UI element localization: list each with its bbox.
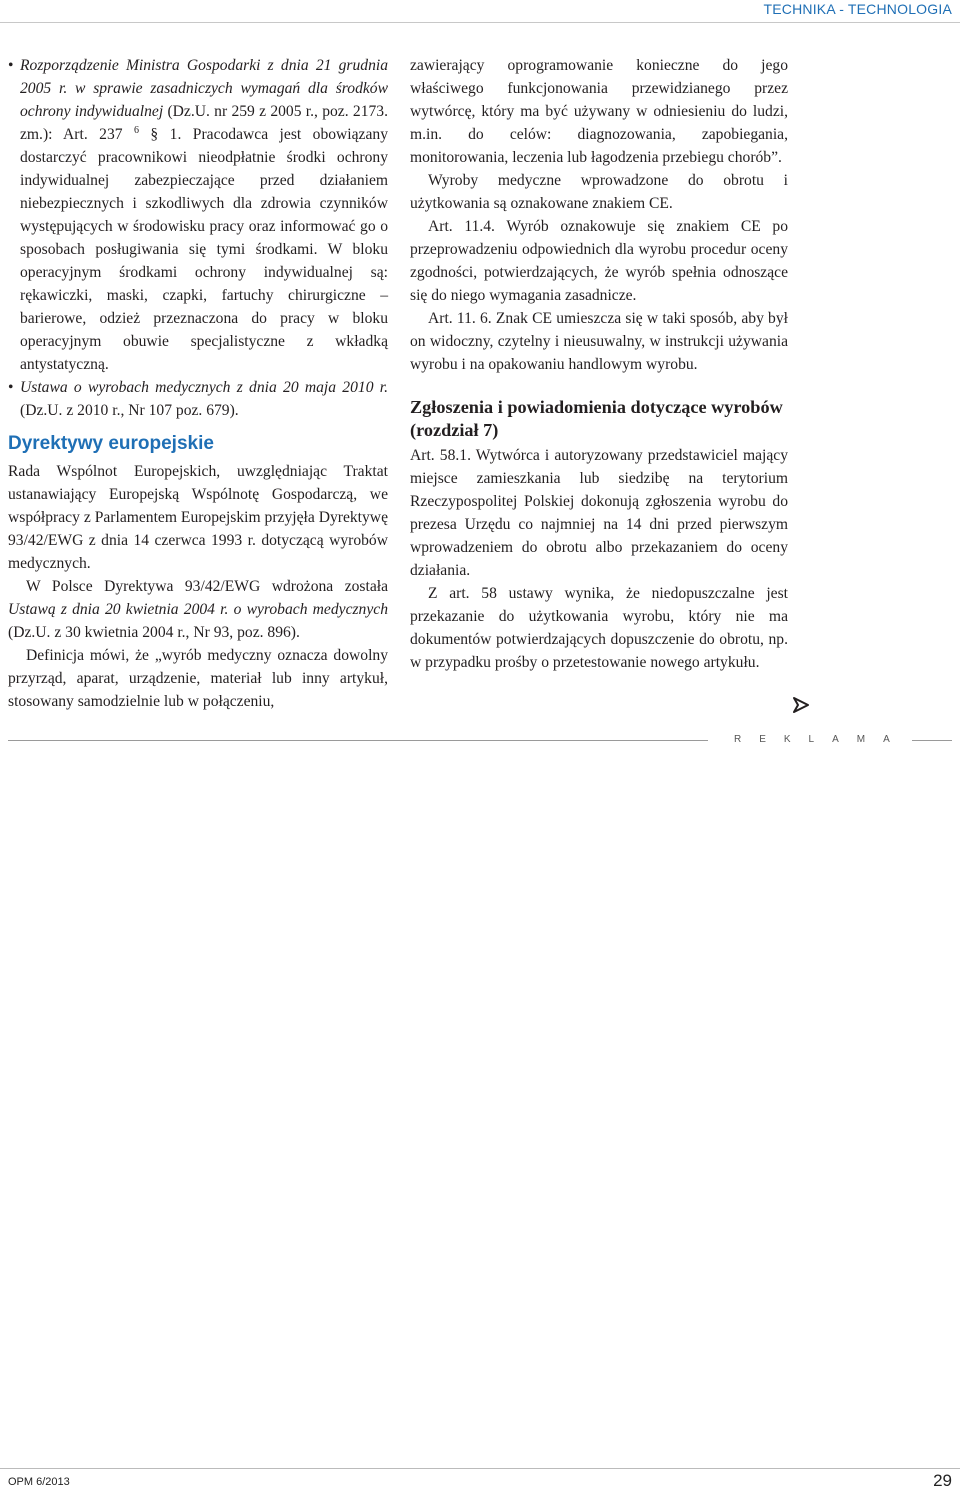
article-superscript: 6 xyxy=(134,124,139,136)
section-heading-notifications: Zgłoszenia i powiadomienia dotyczące wyrobów (rozdział 7) xyxy=(410,397,783,440)
act-reference: (Dz.U. z 30 kwietnia 2004 r., Nr 93, poz. 896). xyxy=(8,624,300,641)
paragraph: Z art. 58 ustawy wynika, że niedopuszczalne jest przekazanie do użytkowania wyrobu, który nie ma dokumentów potwierdzających dopuszczenie do obrotu, np. w przypadku prośby o przetestowanie nowego artykułu. xyxy=(410,585,788,671)
act-reference: (Dz.U. nr 259 z 2005 r., poz. 2173. zm.): Art. 237 xyxy=(20,103,388,143)
reklama-divider-left xyxy=(8,740,708,741)
list-item xyxy=(8,54,388,376)
paragraph: zawierający oprogramowanie konieczne do jego właściwego funkcjonowania przewidzianego przez wytwórcę, który ma być używany w odniesieniu do ludzi, m.in. do celów: diagnozowania, zapobiegania, monitorowania, leczenia lub łagodzenia przebiegu chorób”. xyxy=(410,57,788,166)
paragraph: Rada Wspólnot Europejskich, uwzględniając Traktat ustanawiający Europejską Wspólnotę Gospodarczą, we współpracy z Parlamentem Europejskim przyjęła Dyrektywę 93/42/EWG z dnia 14 czerwca 1993 r. dotyczącą wyrobów medycznych. xyxy=(8,463,388,572)
paragraph: Definicja mówi, że „wyrób medyczny oznacza dowolny przyrząd, aparat, urządzenie, materiał lub inny artykuł, stosowany samodzielnie lub w połączeniu, xyxy=(8,647,388,710)
page-number: 29 xyxy=(933,1471,952,1490)
issue-label: OPM 6/2013 xyxy=(8,1476,70,1488)
right-column xyxy=(410,54,788,674)
footer-divider xyxy=(0,1468,960,1469)
list-item xyxy=(8,376,388,422)
act-body: § 1. Pracodawca jest obowiązany dostarczyć pracownikowi nieodpłatnie środki ochrony indywidualnej zabezpieczające przed działaniem niebezpiecznych i szkodliwych dla zdrowia czynników występujących w środowisku pracy oraz informować go o sposobach posługiwania się tymi środkami. W bloku operacyjnym środkami ochrony indywidualnej są: rękawiczki, maski, czapki, fartuchy chirurgiczne – barierowe, odzież przeznaczona do pracy w bloku operacyjnym obuwie specjalistyczne z wkładką antystatyczną. xyxy=(20,126,388,373)
act-title: Rozporządzenie Ministra Gospodarki z dnia 21 grudnia 2005 r. w sprawie zasadniczych wymagań dla środków ochrony indywidualnej xyxy=(20,57,388,120)
arrow-right-icon xyxy=(792,696,810,714)
paragraph-text: W Polsce Dyrektywa 93/42/EWG wdrożona została xyxy=(26,578,388,595)
act-reference: (Dz.U. z 2010 r., Nr 107 poz. 679). xyxy=(20,402,239,419)
paragraph: Art. 11. 6. Znak CE umieszcza się w taki sposób, aby był on widoczny, czytelny i nieusuwalny, w instrukcji używania wyrobu i na opakowaniu handlowym wyrobu. xyxy=(410,310,788,373)
legal-acts-list xyxy=(8,54,388,422)
paragraph xyxy=(8,575,388,644)
section-heading-directives: Dyrektywy europejskie xyxy=(8,433,214,454)
paragraph: Art. 11.4. Wyrób oznakowuje się znakiem CE po przeprowadzeniu odpowiednich dla wyrobu procedur oceny zgodności, potwierdzających, że wyrób spełnia odnoszące się do niego wymagania zasadnicze. xyxy=(410,218,788,304)
paragraph: Art. 58.1. Wytwórca i autoryzowany przedstawiciel mający miejsce zamieszkania lub siedzibę na terytorium Rzeczypospolitej Polskiej dokonują zgłoszenia wyrobu do prezesa Urzędu co najmniej na 14 dni przed pierwszym wprowadzeniem do obrotu albo przekazaniem do oceny działania. xyxy=(410,447,788,579)
section-label: TECHNIKA - TECHNOLOGIA xyxy=(763,1,952,17)
advertisement-label: REKLAMA xyxy=(730,733,912,747)
act-title: Ustawą z dnia 20 kwietnia 2004 r. o wyrobach medycznych xyxy=(8,601,388,618)
act-title: Ustawa o wyrobach medycznych z dnia 20 maja 2010 r. xyxy=(20,379,388,396)
left-column xyxy=(8,54,388,713)
top-header-bar xyxy=(0,0,960,23)
paragraph: Wyroby medyczne wprowadzone do obrotu i użytkowania są oznakowane znakiem CE. xyxy=(410,172,788,212)
